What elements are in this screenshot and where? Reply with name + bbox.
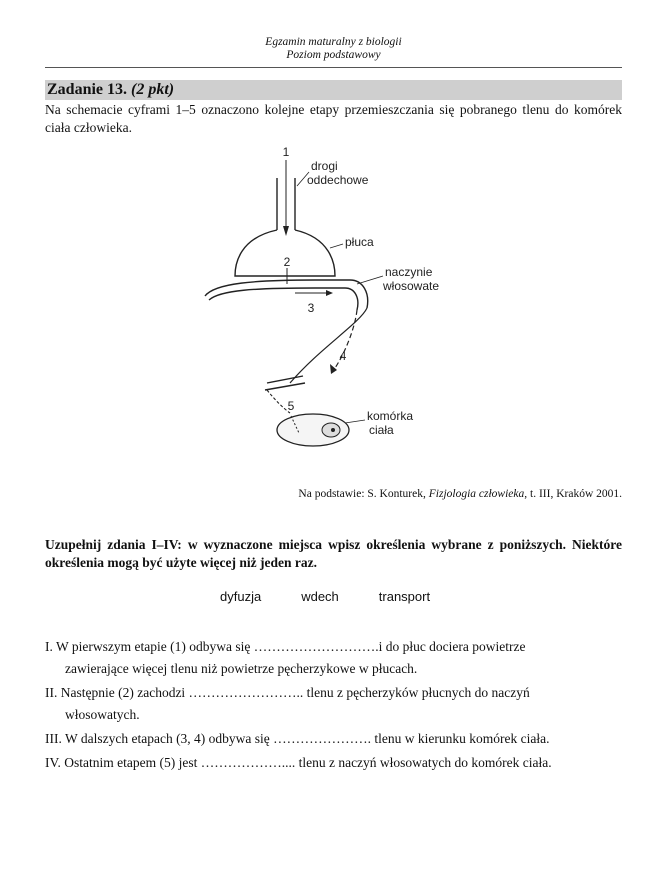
word-options (220, 589, 430, 604)
leader-vessel (357, 276, 383, 284)
sentence-1-line-1: I. W pierwszym etapie (1) odbywa się ……………………….i do płuc dociera powietrze (45, 639, 526, 654)
exam-level: Poziom podstawowy (286, 49, 381, 61)
label-airways-1: drogi (311, 159, 338, 173)
sentence-4: IV. Ostatnim etapem (5) jest ……………….... tlenu z naczyń włosowatych do komórek ciała. (45, 755, 552, 770)
label-1: 1 (282, 145, 290, 159)
task-heading (45, 80, 622, 100)
header-rule (45, 67, 622, 68)
option-transport: transport (378, 589, 431, 604)
exam-title: Egzamin maturalny z biologii (265, 36, 402, 48)
task-intro: Na schemacie cyframi 1–5 oznaczono kolejne etapy przemieszczania się pobranego tlenu do komórek ciała człowieka. (45, 102, 622, 135)
label-cell-2: ciała (369, 423, 394, 437)
sentence-1-line-2: zawierające więcej tlenu niż powietrze pęcherzykowe w płucach. (65, 661, 418, 676)
leader-cell (345, 420, 365, 423)
capillary-bottom (209, 288, 358, 310)
label-2: 2 (283, 255, 291, 269)
task-title: Zadanie 13. (47, 81, 128, 98)
label-vessel-1: naczynie (385, 265, 433, 279)
lungs-dome (235, 230, 335, 276)
sentence-1 (45, 636, 622, 680)
option-dyfuzja: dyfuzja (220, 589, 262, 604)
label-5: 5 (287, 399, 295, 413)
label-vessel-2: włosowate (383, 279, 440, 293)
sentence-3: III. W dalszych etapach (3, 4) odbywa się …………………. tlenu w kierunku komórek ciała. (45, 731, 550, 746)
page-header (45, 36, 622, 62)
source-book: Fizjologia człowieka (428, 488, 525, 500)
label-airways-2: oddechowe (307, 173, 369, 187)
option-wdech: wdech (301, 589, 339, 604)
vessel-lower-2 (265, 383, 305, 390)
label-cell-1: komórka (367, 409, 414, 423)
capillary-top (205, 280, 368, 308)
source-citation (45, 488, 622, 500)
oxygen-transport-diagram (195, 138, 475, 458)
nucleolus (331, 428, 335, 432)
sentences-list (45, 636, 622, 776)
task-instruction: Uzupełnij zdania I–IV: w wyznaczone miejsca wpisz określenia wybrane z poniższych. Niektóre określenia mogą być użyte więcej niż jeden raz. (45, 537, 622, 570)
sentence-2-line-2: włosowatych. (65, 707, 140, 722)
sentence-2 (45, 682, 622, 726)
label-4: 4 (339, 349, 347, 363)
label-lungs: płuca (345, 235, 374, 249)
sentence-2-line-1: II. Następnie (2) zachodzi …………………….. tlenu z pęcherzyków płucnych do naczyń (45, 685, 530, 700)
label-3: 3 (307, 301, 315, 315)
source-prefix: Na podstawie: S. Konturek, (298, 488, 429, 500)
leader-lungs (330, 244, 343, 248)
source-suffix: , t. III, Kraków 2001. (524, 488, 622, 500)
vessel-tail (267, 390, 290, 413)
airway-arrow-head (283, 226, 289, 236)
vessel-lower (267, 376, 303, 383)
transport-arrow-3-head (326, 290, 333, 296)
task-points: (2 pkt) (131, 81, 175, 98)
